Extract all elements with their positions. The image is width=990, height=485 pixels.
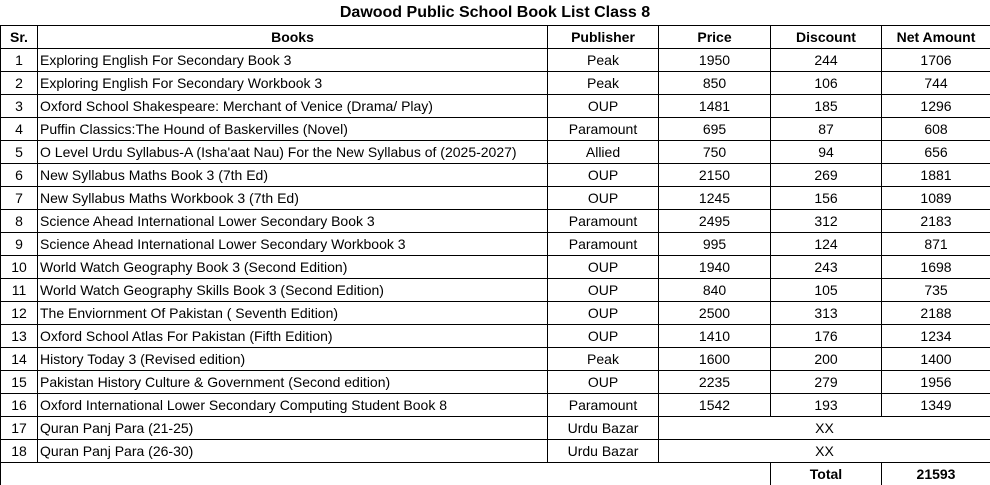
cell-sr: 4 — [1, 118, 38, 141]
cell-publisher: Paramount — [548, 233, 659, 256]
cell-sr: 9 — [1, 233, 38, 256]
cell-sr: 18 — [1, 440, 38, 463]
cell-price-unavailable: XX — [659, 440, 990, 463]
table-body — [1, 49, 990, 485]
cell-discount: 176 — [771, 325, 882, 348]
book-list-table — [0, 25, 990, 485]
cell-net-amount: 1296 — [882, 95, 990, 118]
cell-sr: 5 — [1, 141, 38, 164]
cell-discount: 244 — [771, 49, 882, 72]
header-books: Books — [38, 26, 548, 49]
cell-book: O Level Urdu Syllabus-A (Isha'aat Nau) For the New Syllabus of (2025-2027) — [38, 141, 548, 164]
cell-discount: 313 — [771, 302, 882, 325]
cell-sr: 10 — [1, 256, 38, 279]
cell-book: New Syllabus Maths Book 3 (7th Ed) — [38, 164, 548, 187]
header-discount: Discount — [771, 26, 882, 49]
cell-publisher: Allied — [548, 141, 659, 164]
table-row — [1, 187, 990, 210]
cell-publisher: Paramount — [548, 210, 659, 233]
table-row — [1, 118, 990, 141]
cell-net-amount: 1956 — [882, 371, 990, 394]
cell-publisher: OUP — [548, 256, 659, 279]
cell-discount: 105 — [771, 279, 882, 302]
cell-price: 1940 — [659, 256, 771, 279]
table-row — [1, 210, 990, 233]
cell-book: Oxford School Shakespeare: Merchant of Venice (Drama/ Play) — [38, 95, 548, 118]
table-header-row — [1, 26, 990, 49]
table-row — [1, 440, 990, 463]
cell-book: Exploring English For Secondary Workbook 3 — [38, 72, 548, 95]
table-row — [1, 141, 990, 164]
cell-sr: 11 — [1, 279, 38, 302]
cell-publisher: OUP — [548, 279, 659, 302]
header-price: Price — [659, 26, 771, 49]
total-label: Total — [771, 463, 882, 485]
table-row — [1, 394, 990, 417]
cell-discount: 156 — [771, 187, 882, 210]
cell-publisher: OUP — [548, 371, 659, 394]
cell-price: 2150 — [659, 164, 771, 187]
cell-publisher: Peak — [548, 72, 659, 95]
cell-net-amount: 871 — [882, 233, 990, 256]
cell-sr: 7 — [1, 187, 38, 210]
table-row — [1, 371, 990, 394]
cell-discount: 279 — [771, 371, 882, 394]
cell-book: Science Ahead International Lower Secondary Book 3 — [38, 210, 548, 233]
table-row — [1, 95, 990, 118]
cell-discount: 94 — [771, 141, 882, 164]
table-row — [1, 325, 990, 348]
cell-net-amount: 656 — [882, 141, 990, 164]
page-title: Dawood Public School Book List Class 8 — [0, 0, 990, 25]
cell-price: 2235 — [659, 371, 771, 394]
table-row — [1, 49, 990, 72]
cell-net-amount: 1089 — [882, 187, 990, 210]
cell-price: 2495 — [659, 210, 771, 233]
cell-net-amount: 2183 — [882, 210, 990, 233]
cell-sr: 13 — [1, 325, 38, 348]
cell-price: 1542 — [659, 394, 771, 417]
table-row — [1, 164, 990, 187]
table-row — [1, 417, 990, 440]
cell-price: 1950 — [659, 49, 771, 72]
cell-net-amount: 735 — [882, 279, 990, 302]
cell-sr: 16 — [1, 394, 38, 417]
cell-sr: 6 — [1, 164, 38, 187]
cell-book: Quran Panj Para (26-30) — [38, 440, 548, 463]
cell-publisher: Paramount — [548, 394, 659, 417]
header-net-amount: Net Amount — [882, 26, 990, 49]
cell-price: 1481 — [659, 95, 771, 118]
cell-price: 2500 — [659, 302, 771, 325]
cell-price-unavailable: XX — [659, 417, 990, 440]
cell-net-amount: 744 — [882, 72, 990, 95]
cell-sr: 8 — [1, 210, 38, 233]
cell-net-amount: 1881 — [882, 164, 990, 187]
cell-net-amount: 2188 — [882, 302, 990, 325]
cell-publisher: Urdu Bazar — [548, 417, 659, 440]
cell-price: 850 — [659, 72, 771, 95]
cell-sr: 15 — [1, 371, 38, 394]
cell-book: World Watch Geography Book 3 (Second Edition) — [38, 256, 548, 279]
cell-discount: 193 — [771, 394, 882, 417]
table-row — [1, 302, 990, 325]
table-row — [1, 348, 990, 371]
cell-publisher: OUP — [548, 302, 659, 325]
cell-price: 840 — [659, 279, 771, 302]
cell-book: Oxford School Atlas For Pakistan (Fifth Edition) — [38, 325, 548, 348]
cell-publisher: Peak — [548, 49, 659, 72]
cell-discount: 185 — [771, 95, 882, 118]
cell-price: 750 — [659, 141, 771, 164]
cell-discount: 269 — [771, 164, 882, 187]
cell-sr: 17 — [1, 417, 38, 440]
cell-discount: 200 — [771, 348, 882, 371]
header-publisher: Publisher — [548, 26, 659, 49]
cell-book: Exploring English For Secondary Book 3 — [38, 49, 548, 72]
cell-price: 695 — [659, 118, 771, 141]
table-row — [1, 72, 990, 95]
cell-net-amount: 1706 — [882, 49, 990, 72]
cell-sr: 3 — [1, 95, 38, 118]
cell-price: 995 — [659, 233, 771, 256]
cell-price: 1600 — [659, 348, 771, 371]
cell-book: Science Ahead International Lower Secondary Workbook 3 — [38, 233, 548, 256]
table-row — [1, 256, 990, 279]
cell-publisher: OUP — [548, 95, 659, 118]
cell-sr: 14 — [1, 348, 38, 371]
cell-book: History Today 3 (Revised edition) — [38, 348, 548, 371]
cell-publisher: Urdu Bazar — [548, 440, 659, 463]
cell-discount: 312 — [771, 210, 882, 233]
cell-book: World Watch Geography Skills Book 3 (Second Edition) — [38, 279, 548, 302]
cell-sr: 1 — [1, 49, 38, 72]
cell-discount: 106 — [771, 72, 882, 95]
cell-publisher: OUP — [548, 187, 659, 210]
cell-price: 1245 — [659, 187, 771, 210]
cell-net-amount: 1698 — [882, 256, 990, 279]
cell-book: New Syllabus Maths Workbook 3 (7th Ed) — [38, 187, 548, 210]
cell-book: The Enviornment Of Pakistan ( Seventh Edition) — [38, 302, 548, 325]
cell-publisher: OUP — [548, 164, 659, 187]
cell-discount: 243 — [771, 256, 882, 279]
cell-sr: 12 — [1, 302, 38, 325]
cell-publisher: Peak — [548, 348, 659, 371]
cell-book: Oxford International Lower Secondary Computing Student Book 8 — [38, 394, 548, 417]
cell-net-amount: 1400 — [882, 348, 990, 371]
cell-price: 1410 — [659, 325, 771, 348]
header-sr: Sr. — [1, 26, 38, 49]
cell-discount: 124 — [771, 233, 882, 256]
cell-net-amount: 1349 — [882, 394, 990, 417]
total-value: 21593 — [882, 463, 990, 485]
table-row — [1, 233, 990, 256]
cell-net-amount: 1234 — [882, 325, 990, 348]
cell-publisher: OUP — [548, 325, 659, 348]
cell-book: Puffin Classics:The Hound of Baskervilles (Novel) — [38, 118, 548, 141]
cell-sr: 2 — [1, 72, 38, 95]
cell-net-amount: 608 — [882, 118, 990, 141]
cell-discount: 87 — [771, 118, 882, 141]
cell-book: Pakistan History Culture & Government (Second edition) — [38, 371, 548, 394]
cell-publisher: Paramount — [548, 118, 659, 141]
cell-book: Quran Panj Para (21-25) — [38, 417, 548, 440]
table-row — [1, 279, 990, 302]
